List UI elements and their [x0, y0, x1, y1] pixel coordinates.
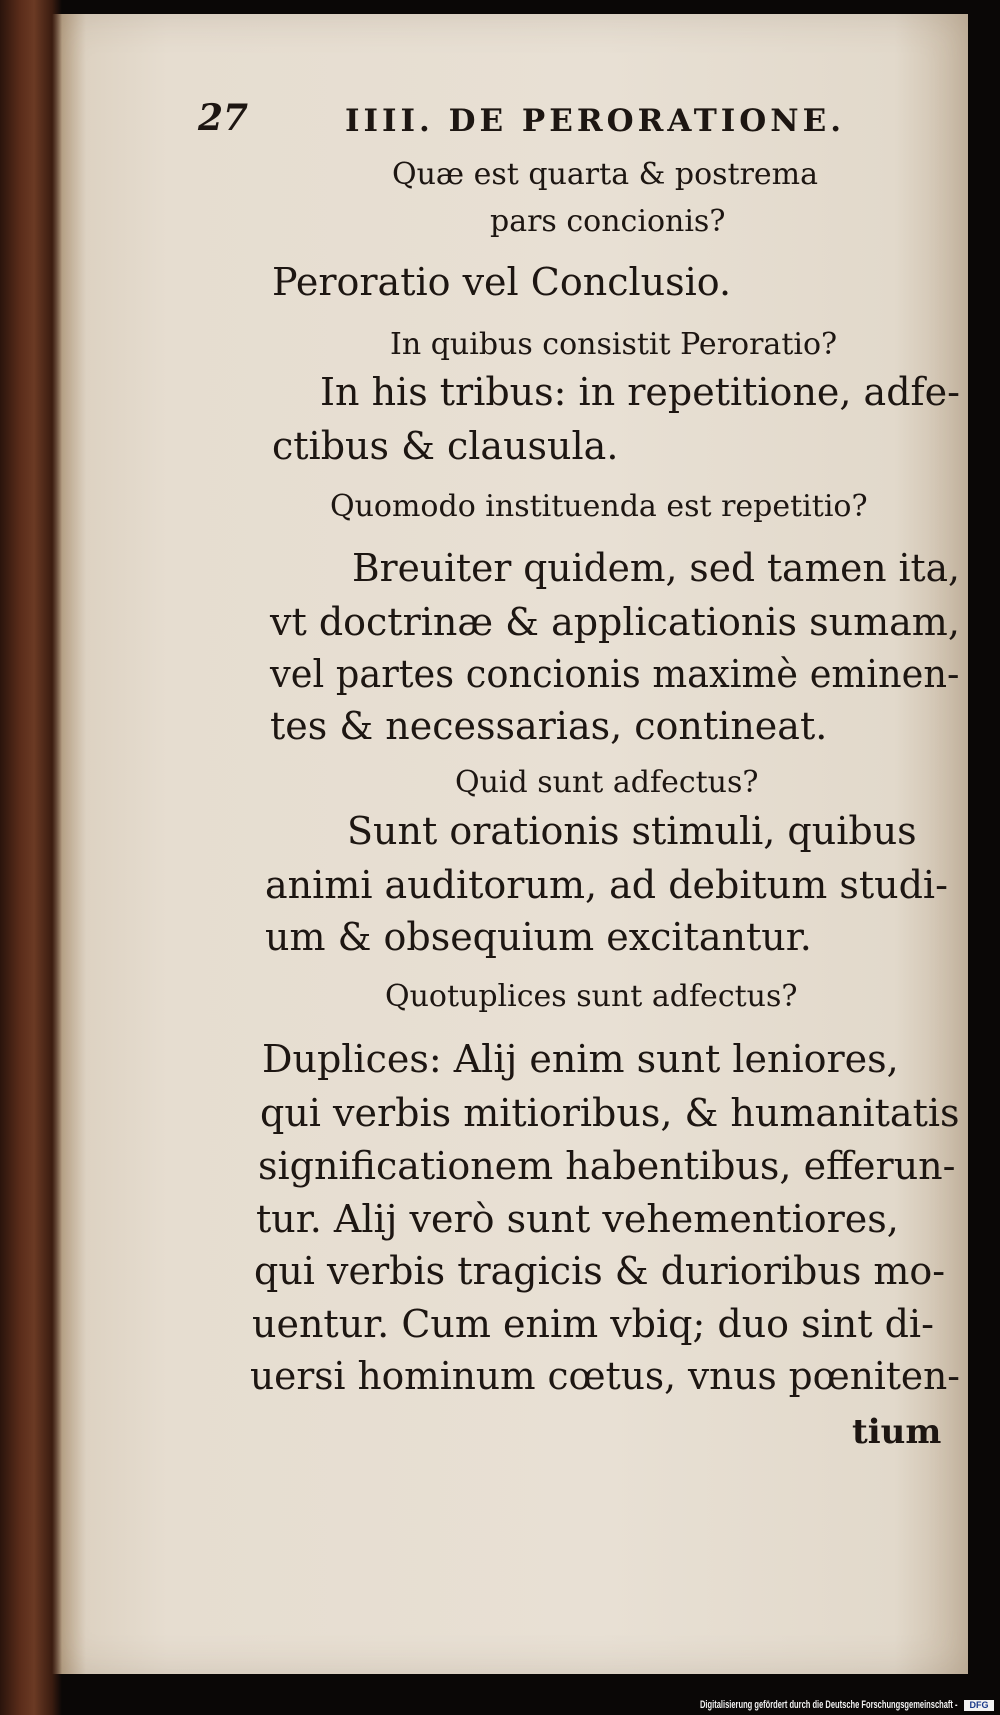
question-line: Quæ est quarta & postrema	[392, 157, 819, 192]
answer-line: uersi hominum cœtus, vnus pœniten-	[250, 1354, 960, 1398]
answer-line: vt doctrinæ & applicationis sumam,	[270, 600, 960, 644]
question-line: pars concionis?	[490, 204, 726, 239]
answer-line: tur. Alij verò sunt vehementiores,	[256, 1197, 899, 1241]
answer-line: Sunt orationis stimuli, quibus	[347, 809, 917, 853]
question-line: Quomodo instituenda est repetitio?	[330, 489, 868, 524]
answer-line: uentur. Cum enim vbiq; duo sint di-	[252, 1302, 934, 1346]
answer-line: animi auditorum, ad debitum studi-	[265, 863, 948, 907]
answer-line: um & obsequium excitantur.	[265, 915, 812, 959]
question-line: Quotuplices sunt adfectus?	[385, 979, 798, 1014]
answer-line: Peroratio vel Conclusio.	[272, 260, 732, 304]
answer-line: qui verbis tragicis & durioribus mo-	[254, 1249, 946, 1293]
answer-line: tes & necessarias, contineat.	[270, 704, 828, 748]
running-title: IIII. DE PERORATIONE.	[345, 103, 846, 139]
catchword: tium	[852, 1412, 942, 1452]
question-line: In quibus consistit Peroratio?	[390, 327, 838, 362]
answer-line: Breuiter quidem, sed tamen ita,	[352, 546, 960, 590]
answer-line: ctibus & clausula.	[272, 424, 619, 468]
page-number: 27	[198, 97, 249, 139]
answer-line: vel partes concionis maximè eminen-	[270, 652, 960, 696]
answer-line: qui verbis mitioribus, & humanitatis	[260, 1091, 960, 1135]
answer-line: significationem habentibus, efferun-	[258, 1144, 956, 1188]
digitization-credit: Digitalisierung gefördert durch die Deutsche Forschungsgemeinschaft -	[700, 1699, 958, 1711]
answer-line: In his tribus: in repetitione, adfe-	[320, 370, 960, 414]
question-line: Quid sunt adfectus?	[455, 765, 759, 800]
answer-line: Duplices: Alij enim sunt leniores,	[262, 1037, 899, 1081]
dfg-logo: DFG	[964, 1700, 994, 1711]
